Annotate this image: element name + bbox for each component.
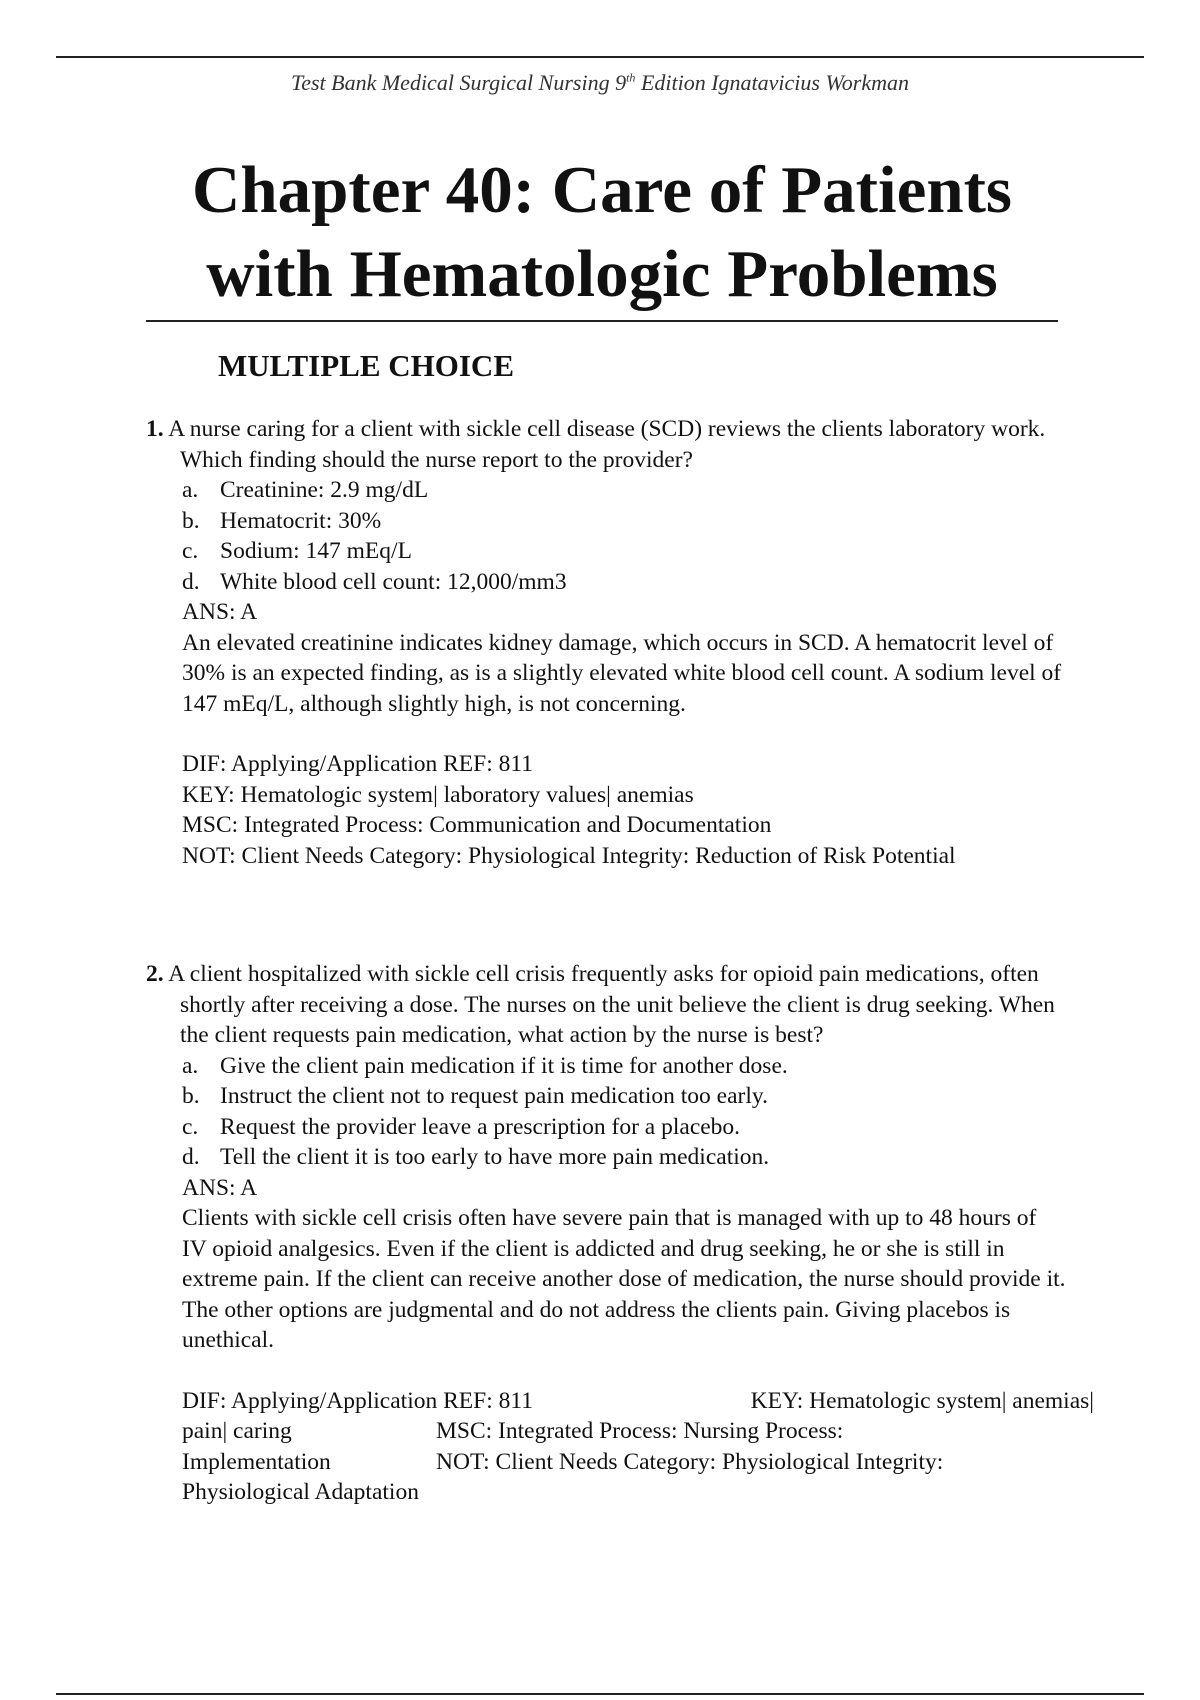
msc: MSC: Integrated Process: Communication and Documentation (182, 812, 772, 838)
chapter-title (146, 148, 1058, 322)
question-1 (146, 414, 1066, 871)
rationale: Clients with sickle cell crisis often have severe pain that is managed with up to 48 hours of IV opioid analgesics. Even if the client is addicted and drug seeking, he or she is still in extreme pain. If the client can receive another dose of medication, the nurse should provide it. The other options are judgmental and do not address the clients pain. Giving placebos is unethical. (182, 1205, 1066, 1353)
top-rule (56, 56, 1144, 58)
option-b: b. Instruct the client not to request pain medication too early. (182, 1083, 768, 1109)
option-a: a. Give the client pain medication if it is time for another dose. (182, 1052, 788, 1079)
option-list (146, 475, 1066, 597)
question-metadata (146, 1386, 1094, 1508)
option-d: d. Tell the client it is too early to have more pain medication. (182, 1144, 770, 1170)
msc: MSC: Integrated Process: Nursing Process: (436, 1418, 844, 1444)
key-terms: KEY: Hematologic system| laboratory values| anemias (182, 781, 694, 808)
option-list (146, 1051, 1066, 1173)
question-metadata (146, 749, 1066, 871)
option-b: b. Hematocrit: 30% (182, 507, 382, 534)
dif-ref: DIF: Applying/Application REF: 811 (182, 1387, 533, 1414)
question-2 (146, 959, 1094, 1508)
client-needs-continued: Physiological Adaptation (182, 1479, 419, 1505)
msc-continued: Implementation (182, 1448, 331, 1475)
question-number: 1. (146, 416, 164, 442)
answer: ANS: A (182, 599, 258, 625)
question-stem: 2. A client hospitalized with sickle cell crisis frequently asks for opioid pain medications, often shortly after receiving a dose. The nurses on the unit believe the client is drug seeking. When the client requests pain medication, what action by the nurse is best? (146, 961, 1055, 1048)
client-needs: NOT: Client Needs Category: Physiological Integrity: Reduction of Risk Potential (182, 842, 956, 869)
running-head: Test Bank Medical Surgical Nursing 9th Edition Ignatavicius Workman (291, 70, 909, 95)
chapter-title-line-2: with Hematologic Problems (206, 237, 998, 311)
dif-ref: DIF: Applying/Application REF: 811 (182, 751, 533, 777)
key-terms: KEY: Hematologic system| anemias| (750, 1387, 1094, 1414)
option-a: a. Creatinine: 2.9 mg/dL (182, 477, 429, 503)
question-number: 2. (146, 961, 164, 987)
rationale: An elevated creatinine indicates kidney damage, which occurs in SCD. A hematocrit level of 30% is an expected finding, as is a slightly elevated white blood cell count. A sodium level of 147 mEq/L, although slightly high, is not concerning. (182, 629, 1062, 717)
chapter-title-line-1: Chapter 40: Care of Patients (192, 153, 1012, 227)
answer: ANS: A (182, 1174, 258, 1201)
bottom-rule (56, 1693, 1144, 1695)
option-c: c. Sodium: 147 mEq/L (182, 538, 412, 564)
key-terms-continued: pain| caring (182, 1418, 292, 1444)
question-stem: 1. A nurse caring for a client with sickle cell disease (SCD) reviews the clients laboratory work. Which finding should the nurse report to the provider? (146, 416, 1046, 473)
option-c: c. Request the provider leave a prescription for a placebo. (182, 1113, 741, 1140)
client-needs: NOT: Client Needs Category: Physiological Integrity: (436, 1448, 944, 1475)
option-d: d. White blood cell count: 12,000/mm3 (182, 568, 567, 595)
section-title: MULTIPLE CHOICE (218, 348, 514, 383)
